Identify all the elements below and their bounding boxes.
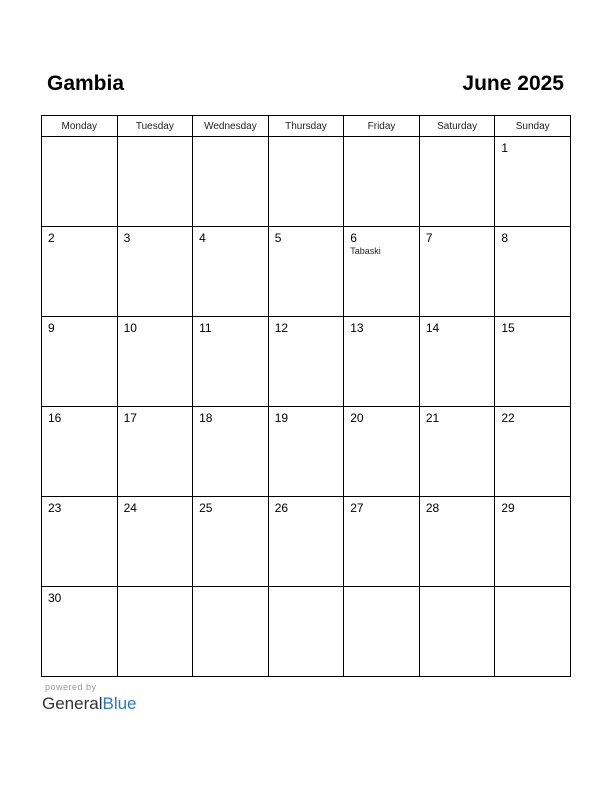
day-cell [193,137,269,227]
day-cell [495,137,571,227]
day-cell [419,407,495,497]
weekday-header: Saturday [419,116,495,137]
day-number [118,137,193,141]
day-cell [117,227,193,317]
day-number: 21 [425,411,440,425]
day-cell [495,317,571,407]
day-number: 24 [123,501,137,515]
month-title: June 2025 [462,72,564,95]
day-number: 16 [48,411,62,425]
calendar-grid [41,115,571,677]
day-number: 2 [48,231,55,245]
day-cell [419,137,495,227]
weekday-header: Thursday [268,116,344,137]
powered-by-text: powered by [45,682,97,692]
day-number: 10 [123,321,137,335]
day-number: 9 [48,321,55,335]
day-cell [268,227,344,317]
weekday-header-row [42,116,571,137]
brand-name-part1: General [42,694,103,713]
day-number: 25 [199,501,213,515]
day-cell [344,227,420,317]
day-cell [419,587,495,677]
day-number [344,137,419,141]
day-cell [495,587,571,677]
day-cell [193,587,269,677]
day-cell [42,407,118,497]
holiday-label: Tabaski [350,246,381,256]
day-cell [495,497,571,587]
day-number: 20 [350,411,364,425]
day-cell [268,137,344,227]
day-number: 18 [199,411,213,425]
day-number: 5 [274,231,282,245]
day-cell [117,407,193,497]
day-cell [419,497,495,587]
week-row [42,317,571,407]
footer-branding[interactable] [42,682,137,715]
day-number [42,137,117,141]
country-title: Gambia [47,72,125,95]
week-row [42,137,571,227]
day-number [193,137,268,141]
day-cell [419,317,495,407]
day-number: 11 [199,321,212,335]
week-row [42,497,571,587]
day-number: 12 [274,321,289,335]
day-cell [268,317,344,407]
day-number [269,587,344,591]
weekday-header: Sunday [495,116,571,137]
weekday-header: Monday [42,116,118,137]
day-cell [42,587,118,677]
day-cell [193,497,269,587]
week-row [42,407,571,497]
day-number: 26 [274,501,289,515]
brand-name-part2: Blue [102,694,137,713]
day-number: 13 [350,321,364,335]
day-number: 29 [501,501,515,515]
day-cell [344,137,420,227]
day-cell [42,497,118,587]
day-number: 3 [123,231,131,245]
day-cell [419,227,495,317]
day-cell [495,407,571,497]
day-cell [193,227,269,317]
day-number: 22 [501,411,515,425]
brand-logo[interactable] [42,693,137,715]
day-number [420,137,495,141]
day-number: 6 [350,231,357,245]
day-number: 28 [425,501,440,515]
day-cell [42,227,118,317]
day-number: 30 [48,591,62,605]
day-number: 7 [425,231,433,245]
day-cell [268,587,344,677]
day-cell [117,137,193,227]
day-number: 14 [425,321,440,335]
day-cell [268,497,344,587]
day-number: 23 [48,501,62,515]
weekday-header: Wednesday [193,116,269,137]
day-number: 19 [274,411,289,425]
day-cell [344,497,420,587]
day-number [193,587,268,591]
day-cell [42,317,118,407]
day-cell [117,317,193,407]
day-number [269,137,344,141]
day-cell [495,227,571,317]
day-number [495,587,570,591]
day-cell [344,407,420,497]
day-number: 1 [501,141,509,155]
day-cell [42,137,118,227]
day-number: 4 [199,231,206,245]
day-cell [268,407,344,497]
day-cell [193,317,269,407]
weekday-header: Friday [344,116,420,137]
week-row [42,587,571,677]
day-number [118,587,193,591]
day-number: 15 [501,321,515,335]
day-cell [117,587,193,677]
day-number: 8 [501,231,509,245]
weekday-header: Tuesday [117,116,193,137]
day-number: 27 [350,501,364,515]
day-cell [344,317,420,407]
day-cell [193,407,269,497]
day-cell [344,587,420,677]
day-cell [117,497,193,587]
week-row [42,227,571,317]
day-number [344,587,419,591]
day-number [420,587,495,591]
day-number: 17 [123,411,137,425]
